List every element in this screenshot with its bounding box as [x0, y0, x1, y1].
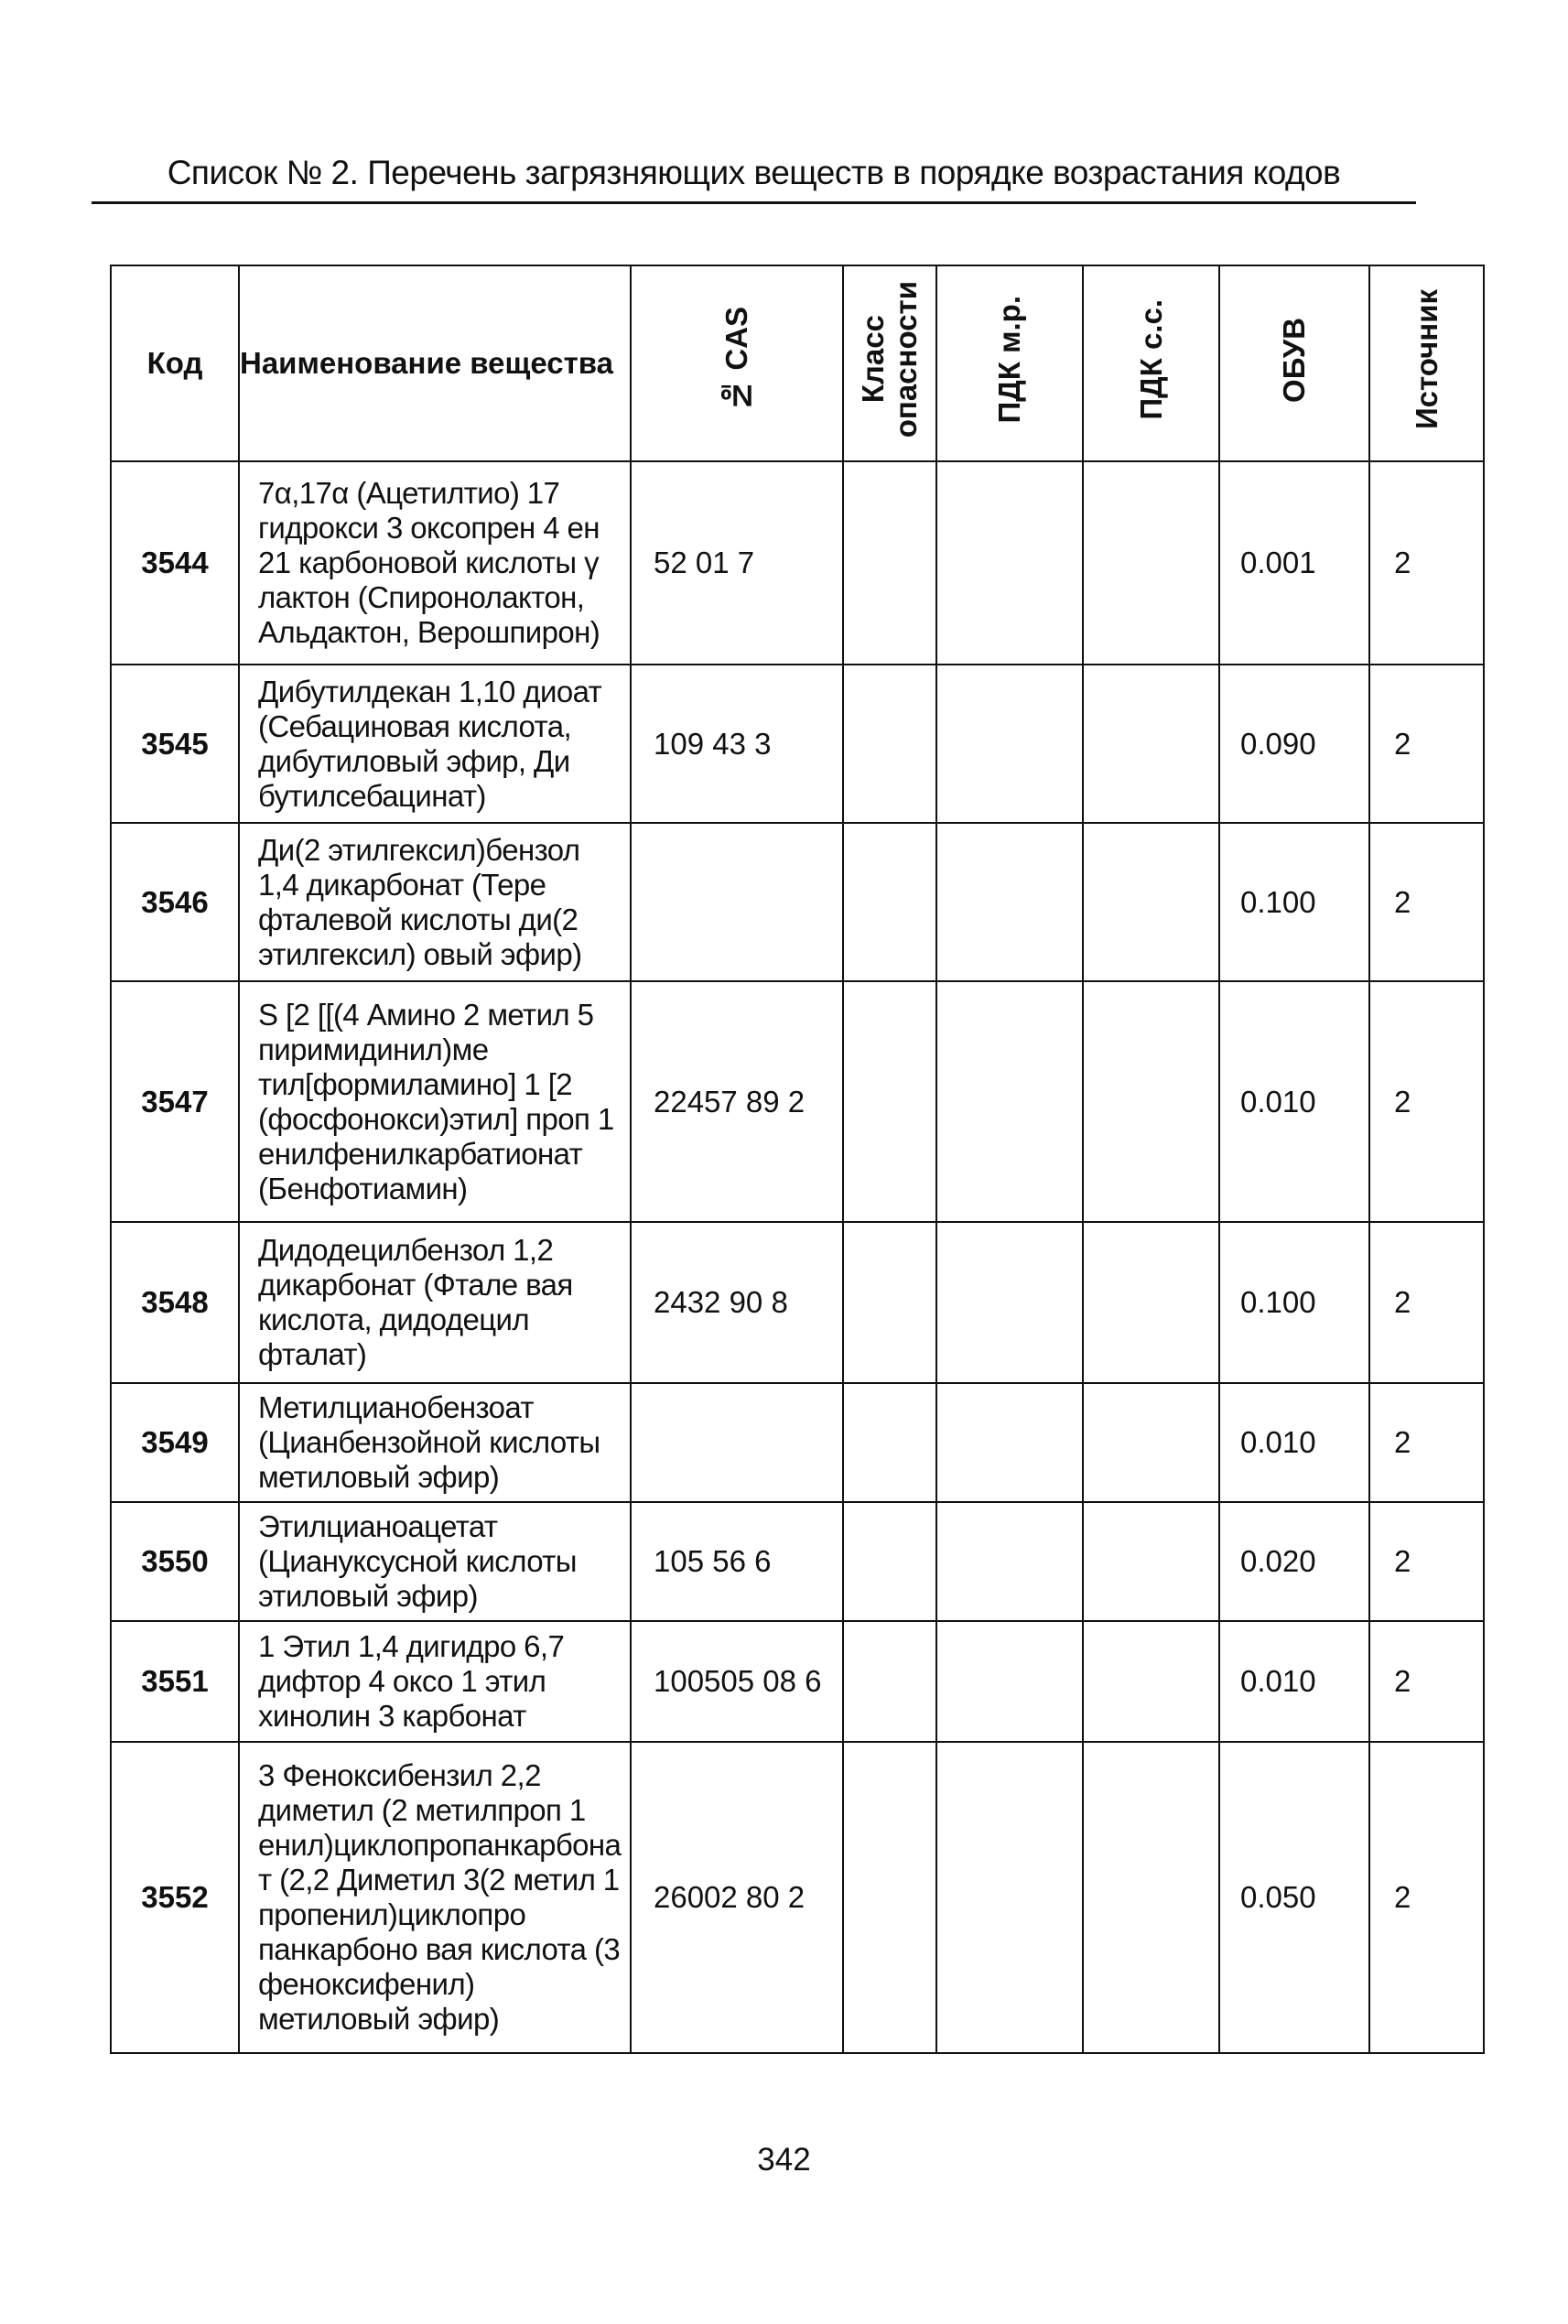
- cell-code: 3552: [111, 1742, 239, 2053]
- cell-hazard-class: [843, 1383, 936, 1502]
- cell-pdk-mr: [936, 1222, 1083, 1383]
- cell-pdk-ss: [1083, 823, 1219, 981]
- cell-code: 3544: [111, 461, 239, 665]
- column-header-hazard-class: Класс опасности: [843, 265, 936, 461]
- table-row: [111, 981, 1484, 1222]
- cell-code: 3551: [111, 1621, 239, 1742]
- cell-obuv: 0.010: [1219, 981, 1369, 1222]
- cell-pdk-ss: [1083, 1742, 1219, 2053]
- cell-cas: 2432 90 8: [631, 1222, 843, 1383]
- cell-pdk-ss: [1083, 665, 1219, 823]
- cell-source: 2: [1369, 1742, 1484, 2053]
- cell-hazard-class: [843, 1621, 936, 1742]
- cell-name: Ди(2 этилгексил)бензол 1,4 дикарбонат (Тере фталевой кислоты ди(2 этилгексил) овый эфир): [239, 823, 631, 981]
- cell-hazard-class: [843, 823, 936, 981]
- column-header-code: Код: [111, 265, 239, 461]
- cell-obuv: 0.100: [1219, 823, 1369, 981]
- cell-cas: 109 43 3: [631, 665, 843, 823]
- column-header-pdk-ss: ПДК с.с.: [1083, 265, 1219, 461]
- table-row: [111, 1383, 1484, 1502]
- cell-cas: 105 56 6: [631, 1502, 843, 1621]
- cell-name: 1 Этил 1,4 дигидро 6,7 дифтор 4 оксо 1 этил хинолин 3 карбонат: [239, 1621, 631, 1742]
- cell-code: 3548: [111, 1222, 239, 1383]
- cell-obuv: 0.010: [1219, 1621, 1369, 1742]
- cell-pdk-mr: [936, 1742, 1083, 2053]
- column-header-cas: № CAS: [631, 265, 843, 461]
- cell-obuv: 0.050: [1219, 1742, 1369, 2053]
- cell-obuv: 0.010: [1219, 1383, 1369, 1502]
- cell-cas: 100505 08 6: [631, 1621, 843, 1742]
- cell-source: 2: [1369, 981, 1484, 1222]
- cell-hazard-class: [843, 1742, 936, 2053]
- cell-pdk-mr: [936, 823, 1083, 981]
- cell-pdk-mr: [936, 1502, 1083, 1621]
- page-header: [92, 152, 1416, 204]
- table-row: [111, 1502, 1484, 1621]
- cell-code: 3549: [111, 1383, 239, 1502]
- cell-code: 3547: [111, 981, 239, 1222]
- cell-cas: 52 01 7: [631, 461, 843, 665]
- cell-code: 3546: [111, 823, 239, 981]
- page-header-title: Список № 2. Перечень загрязняющих веществ в порядке возрастания кодов: [167, 154, 1341, 191]
- cell-hazard-class: [843, 461, 936, 665]
- cell-obuv: 0.001: [1219, 461, 1369, 665]
- cell-pdk-mr: [936, 981, 1083, 1222]
- table-row: [111, 665, 1484, 823]
- cell-source: 2: [1369, 461, 1484, 665]
- column-header-name: Наименование вещества: [239, 265, 631, 461]
- cell-pdk-mr: [936, 1383, 1083, 1502]
- cell-pdk-ss: [1083, 1502, 1219, 1621]
- table-header-row: [111, 265, 1484, 461]
- column-header-source: Источник: [1369, 265, 1484, 461]
- cell-cas: 22457 89 2: [631, 981, 843, 1222]
- cell-name: 3 Феноксибензил 2,2 диметил (2 метилпроп 1 енил)циклопропанкарбона т (2,2 Диметил 3(2 метил 1 пропенил)циклопро панкарбоно вая кислота (3 феноксифенил) метиловый эфир): [239, 1742, 631, 2053]
- cell-pdk-mr: [936, 1621, 1083, 1742]
- cell-name: S [2 [[(4 Амино 2 метил 5 пиримидинил)ме тил[формиламино] 1 [2 (фосфонокси)этил] проп 1 енилфенилкарбатионат (Бенфотиамин): [239, 981, 631, 1222]
- cell-pdk-ss: [1083, 1383, 1219, 1502]
- cell-source: 2: [1369, 1383, 1484, 1502]
- column-header-pdk-mr: ПДК м.р.: [936, 265, 1083, 461]
- table-row: [111, 823, 1484, 981]
- table-row: [111, 461, 1484, 665]
- cell-obuv: 0.100: [1219, 1222, 1369, 1383]
- cell-source: 2: [1369, 1502, 1484, 1621]
- cell-hazard-class: [843, 1222, 936, 1383]
- cell-name: Дидодецилбензол 1,2 дикарбонат (Фтале вая кислота, дидодецил фталат): [239, 1222, 631, 1383]
- cell-source: 2: [1369, 665, 1484, 823]
- table-row: [111, 1621, 1484, 1742]
- column-header-obuv: ОБУВ: [1219, 265, 1369, 461]
- cell-pdk-ss: [1083, 461, 1219, 665]
- cell-pdk-ss: [1083, 1222, 1219, 1383]
- substances-table: [110, 265, 1485, 2054]
- cell-name: Дибутилдекан 1,10 диоат (Себациновая кислота, дибутиловый эфир, Ди бутилсебацинат): [239, 665, 631, 823]
- cell-obuv: 0.090: [1219, 665, 1369, 823]
- cell-pdk-mr: [936, 665, 1083, 823]
- cell-code: 3545: [111, 665, 239, 823]
- cell-pdk-ss: [1083, 981, 1219, 1222]
- cell-code: 3550: [111, 1502, 239, 1621]
- table-row: [111, 1742, 1484, 2053]
- cell-hazard-class: [843, 981, 936, 1222]
- cell-hazard-class: [843, 665, 936, 823]
- cell-name: 7α,17α (Ацетилтио) 17 гидрокси 3 оксопрен 4 ен 21 карбоновой кислоты γ лактон (Спиронолактон, Альдактон, Верошпирон): [239, 461, 631, 665]
- cell-pdk-ss: [1083, 1621, 1219, 1742]
- cell-pdk-mr: [936, 461, 1083, 665]
- table-row: [111, 1222, 1484, 1383]
- cell-obuv: 0.020: [1219, 1502, 1369, 1621]
- cell-source: 2: [1369, 1222, 1484, 1383]
- page-number: 342: [757, 2142, 811, 2178]
- cell-cas: [631, 1383, 843, 1502]
- cell-name: Этилцианоацетат (Циануксусной кислоты этиловый эфир): [239, 1502, 631, 1621]
- cell-cas: 26002 80 2: [631, 1742, 843, 2053]
- cell-name: Метилцианобензоат (Цианбензойной кислоты метиловый эфир): [239, 1383, 631, 1502]
- cell-source: 2: [1369, 1621, 1484, 1742]
- cell-hazard-class: [843, 1502, 936, 1621]
- cell-source: 2: [1369, 823, 1484, 981]
- cell-cas: [631, 823, 843, 981]
